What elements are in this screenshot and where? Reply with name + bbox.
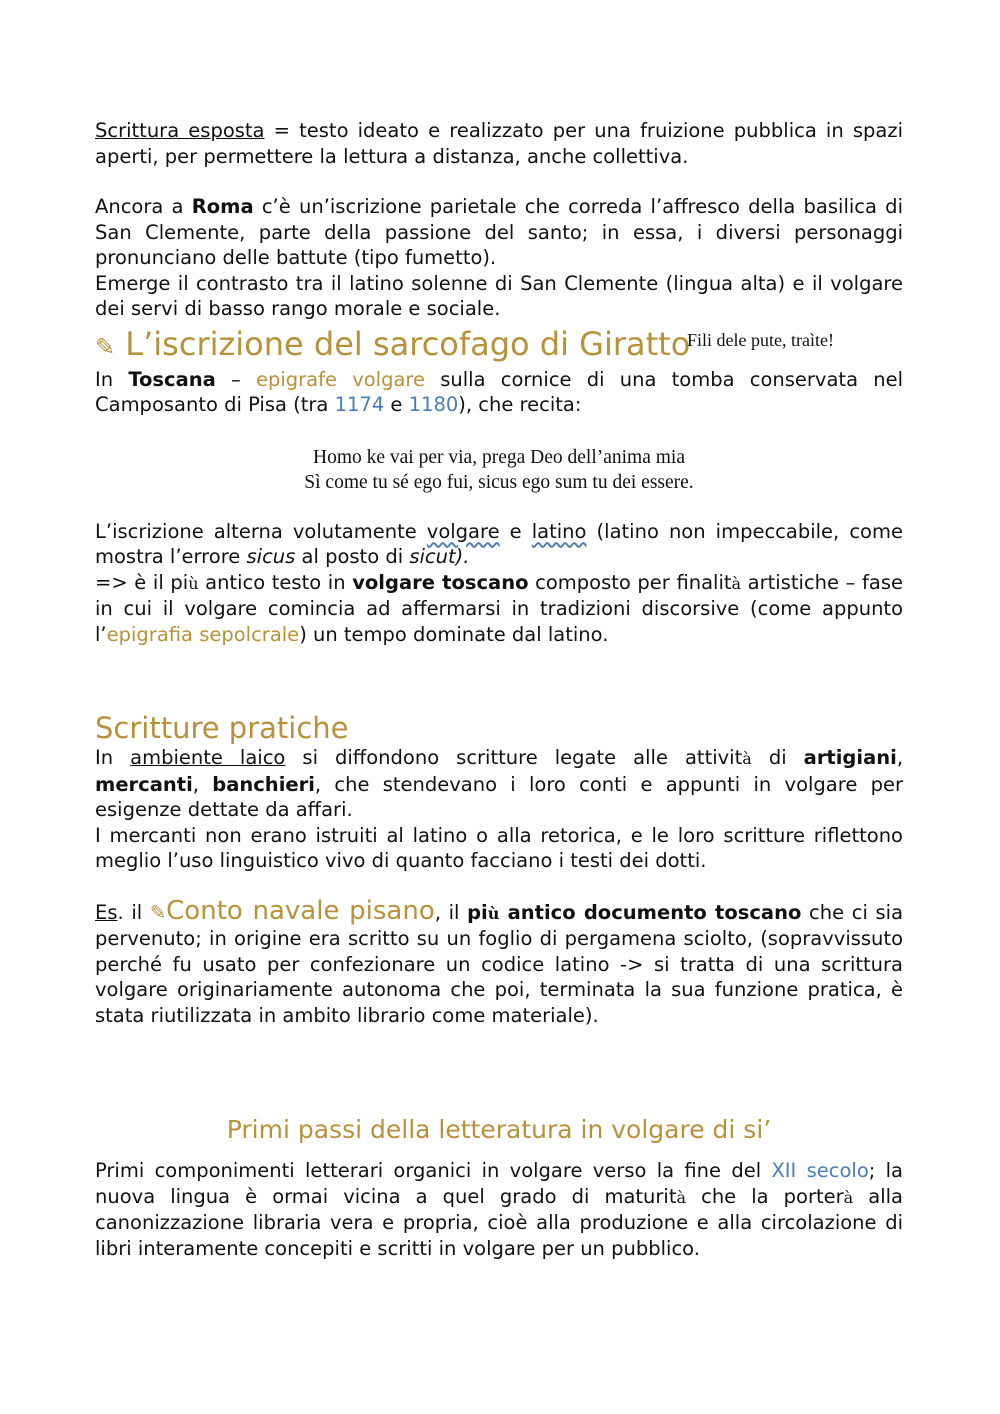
epigrafia-sepolcrale: epigrafia sepolcrale [106,622,300,646]
text-run: antico testo in [198,570,353,594]
quote-line-1: Homo ke vai per via, prega Deo dell’anima mia [313,446,685,468]
definition-text: = testo ideato e realizzato per una fruizione pubblica in spazi aperti, per permettere la lettura a distanza, anche collettiva. [95,119,903,168]
text-run: Primi componimenti letterari organici in volgare verso la fine del [95,1159,772,1182]
underline-ambiente-laico: ambiente laico [130,746,286,769]
text-run: sulla cornice di una tomba conservata nel Camposanto di Pisa (tra [95,367,903,416]
pencil-icon: ✎ [95,332,116,361]
bold-banchieri: banchieri [212,772,315,796]
word-latino: latino [531,519,587,543]
text-run: Ancora a [95,195,192,218]
word-volgare: volgare [426,519,500,543]
overlay-inscription: Fili dele pute, traìte! [687,329,834,350]
accent-char: à [731,573,742,593]
text-run: alla canonizzazione libraria vera e propria, cioè alla produzione e alla circolazione di libri interamente concepiti e scritti in volgare per un pubblico. [95,1184,903,1260]
text-run: , [896,746,904,769]
heading-scritture-pratiche: Scritture pratiche [95,711,349,745]
text-run: In [95,746,131,769]
quote-line-2: Sì come tu sé ego fui, sicus ego sum tu dei essere. [304,471,694,493]
paragraph-antico-testo [95,570,903,648]
term-scrittura-esposta: Scrittura esposta [95,119,265,142]
text-run: ) un tempo dominate dal latino. [299,622,609,646]
epigrafe-volgare: epigrafe volgare [255,367,425,391]
text-run: c’è un’iscrizione parietale che correda l’affresco della basilica di San Clemente, parte della passione del santo; in essa, i diversi personaggi pronunciano delle battute (tipo fumetto). [95,195,903,269]
text-run: si diffondono scritture legate alle attivit [285,746,743,769]
text-run: antico documento toscano [499,900,802,924]
text-run: => è il pi [95,570,189,594]
paragraph-contrasto: Emerge il contrasto tra il latino solenne di San Clemente (lingua alta) e il volgare dei servi di basso rango morale e sociale. [95,271,903,320]
text-run: L’iscrizione alterna volutamente [95,519,427,543]
text-run: , che stendevano i loro conti e appunti in volgare per esigenze dettate da affari. [95,772,903,821]
text-run: ; la nuova lingua è ormai vicina a quel grado di maturit [95,1159,904,1208]
accent-char: à [843,1187,854,1207]
pencil-icon: ✎ [149,900,167,924]
accent-char: ù [188,573,199,593]
year-1174: 1174 [334,393,385,416]
bold-toscana: Toscana [128,367,216,391]
heading-primi-passi: Primi passi della letteratura in volgare di si’ [226,1115,772,1144]
dash: – [845,570,856,594]
paragraph-roma [95,194,903,271]
text-run: di [751,746,804,769]
text-run: al posto di [295,545,410,568]
paragraph-definition [95,118,903,169]
accent-char: ù [487,903,500,923]
bold-piu [467,901,801,924]
conto-navale-pisano: Conto navale pisano [166,895,435,926]
text-run: fase in cui il volgare comincia ad affermarsi in tradizioni discorsive (come appunto l’ [95,570,903,646]
paragraph-primi-componimenti [95,1158,903,1261]
bold-mercanti: mercanti [95,772,193,796]
text-run: . il [117,900,150,924]
text-run: pi [467,900,488,924]
paragraph-mercanti: I mercanti non erano istruiti al latino o alla retorica, e le loro scritture riflettono meglio l’uso linguistico vivo di quanto facciano i testi dei dotti. [95,823,903,872]
italic-sicut: sicut). [409,545,470,568]
accent-char: à [676,1187,687,1207]
accent-char: à [742,749,752,768]
text-run: composto per finalit [528,570,732,594]
text-run: ), che recita: [458,393,582,416]
inscription-quote [95,445,903,495]
text-run: e [384,393,409,416]
text-run: , [192,772,213,796]
text-run: , il [434,900,468,924]
text-run: In [95,367,129,391]
bold-artigiani: artigiani [803,746,897,769]
bold-volgare-toscano: volgare toscano [352,570,529,594]
paragraph-iscrizione [95,519,903,570]
document-page [95,118,903,1261]
heading-sarcofago-text: L’iscrizione del sarcofago di Giratto [125,324,691,363]
text-run: artistiche [741,570,846,594]
heading-sarcofago [95,324,903,367]
dash: – [215,367,256,391]
bold-roma: Roma [191,195,254,218]
paragraph-toscana [95,367,903,418]
text-run: (latino non impeccabile, come mostra l’errore [95,519,903,568]
italic-sicus: sicus [246,545,296,568]
underline-es: Es [95,900,118,924]
text-run: che ci sia pervenuto; in origine era scritto su un foglio di pergamena sciolto, (sopravvissuto perché fu usato per confezionare un codice latino -> si tratta di una scrittura volgare originariamente autonoma che poi, terminata la sua funzione pratica, è stata riutilizzata in ambito librario come materiale). [95,900,904,1027]
year-1180: 1180 [408,393,459,416]
text-run: che la porter [686,1184,844,1208]
text-run: e [499,519,532,543]
paragraph-conto-navale [95,895,904,1029]
xii-secolo: XII secolo [771,1159,869,1182]
paragraph-ambiente-laico [95,745,903,823]
